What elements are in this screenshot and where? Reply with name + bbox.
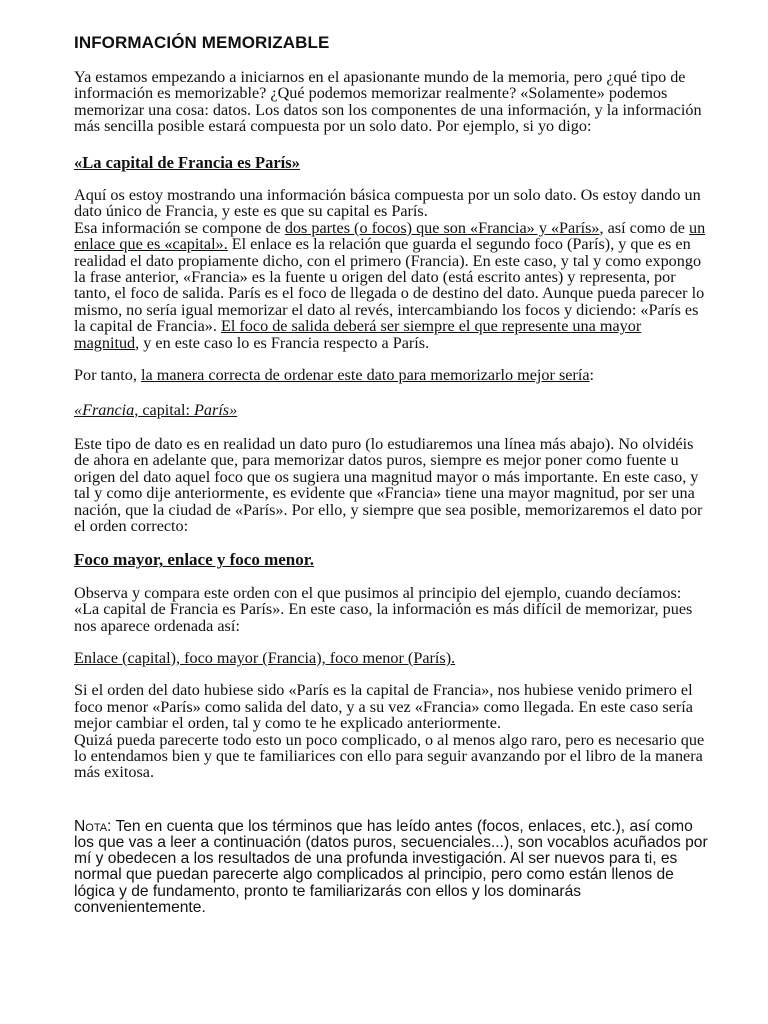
- example-francia: «Francia,: [74, 400, 139, 419]
- explanation-underline-magnitud: El foco de salida deberá ser siempre el que represente una mayor magnitud: [74, 317, 642, 352]
- explanation-underline-focos: dos partes (o focos) que son «Francia» y «París»: [284, 218, 600, 237]
- order-line: Enlace (capital), foco mayor (Francia), foco menor (París).: [74, 648, 456, 667]
- note-text: Ten en cuenta que los términos que has leído antes (focos, enlaces, etc.), así como los que vas a leer a continuación (datos puros, secuenciales...), son vocablos acuñados por mí y obedecen a los resultados de una profunda investigación. Al ser nuevos para ti, es normal que puedan parecerte algo complicados al principio, pero como están llenos de lógica y de fundamento, pronto te familiarizarás con ellos y los dominarás convenientemente.: [74, 817, 708, 916]
- explanation-underline-enlace: un enlace que es «capital».: [74, 218, 706, 254]
- intro-paragraph: Ya estamos empezando a iniciarnos en el apasionante mundo de la memoria, pero ¿qué tipo de información es memorizable? ¿Qué podemos memorizar realmente? «Solamente» podemos memorizar una cosa: datos. Los datos son los componentes de una información, y la información más sencilla posible estará compuesta por un solo dato. Por ejemplo, si yo digo:: [74, 68, 702, 136]
- explanation-text-c: , así como de: [599, 218, 689, 237]
- compare-paragraph: Observa y compara este orden con el que pusimos al principio del ejemplo, cuando decíamos: «La capital de Francia es París». En este caso, la información es más difícil de memorizar, pues nos aparece ordenada así:: [74, 583, 693, 635]
- example-capital: capital:: [138, 400, 195, 419]
- explanation-paragraph: [74, 187, 708, 351]
- note-paragraph: [74, 819, 708, 916]
- closing-text-b: Quizá pueda parecerte todo esto un poco complicado, o al menos algo raro, pero es necesario que lo entendamos bien y que te familiarices con ello para seguir avanzando por el libro de la manera más exitosa.: [74, 730, 705, 782]
- example-line: [74, 402, 708, 418]
- closing-paragraph: [74, 682, 708, 780]
- example-paris: París»: [194, 400, 238, 419]
- explanation-text-b: Esa información se compone de: [74, 218, 285, 237]
- page-title: INFORMACIÓN MEMORIZABLE: [74, 33, 330, 52]
- order-intro-paragraph: [74, 367, 708, 383]
- order-intro-text-b: :: [589, 366, 595, 385]
- closing-text-a: Si el orden del dato hubiese sido «París es la capital de Francia», nos hubiese venido primero el foco menor «París» como salida del dato, y a su vez «Francia» como llegada. En este caso sería mejor cambiar el orden, tal y como te he explicado anteriormente.: [74, 681, 693, 733]
- explanation-text-d: El enlace es la relación que guarda el segundo foco (París), y que es en realidad el dato propiamente dicho, con el primero (Francia). En este caso, y tal y como expongo la frase anterior, «Francia» es la fuente u origen del dato (está escrito antes) y representa, por tanto, el foco de salida. París es el foco de llegada o de destino del dato. Aunque pueda parecer lo mismo, no sería igual memorizar el dato al revés, intercambiando los focos y diciendo: «París es la capital de Francia».: [74, 235, 705, 336]
- pure-data-paragraph: Este tipo de dato es en realidad un dato puro (lo estudiaremos una línea más abajo). No olvidéis de ahora en adelante que, para memorizar datos puros, siempre es mejor poner como fuente u origen del dato aquel foco que os sugiera una magnitud mayor o más importante. En este caso, y tal y como dije anteriormente, es evidente que «Francia» tiene una mayor magnitud, por ser una nación, que la ciudad de «París». Por ello, y siempre que sea posible, memorizaremos el dato por el orden correcto:: [74, 434, 703, 535]
- order-intro-underline: la manera correcta de ordenar este dato para memorizarlo mejor sería: [141, 366, 590, 385]
- quote-heading: «La capital de Francia es París»: [74, 152, 300, 172]
- rule-heading: Foco mayor, enlace y foco menor.: [74, 550, 314, 570]
- order-intro-text-a: Por tanto,: [74, 366, 141, 385]
- note-lead: Nota:: [74, 817, 112, 835]
- explanation-text-e: , y en este caso lo es Francia respecto a París.: [135, 333, 430, 352]
- explanation-text-a: Aquí os estoy mostrando una información básica compuesta por un solo dato. Os estoy dando un dato único de Francia, y este es que su capital es París.: [74, 186, 701, 221]
